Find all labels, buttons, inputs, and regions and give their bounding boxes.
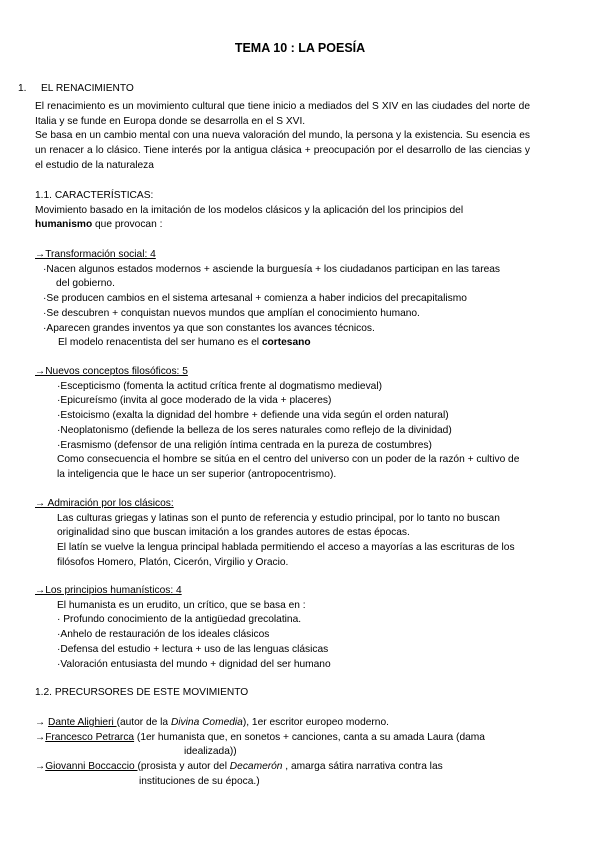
group-conceptos-filosoficos [35, 365, 535, 483]
petrarca-name: Francesco Petrarca [45, 731, 135, 743]
group-4-item: · Profundo conocimiento de la antigüedad grecolatina. [57, 614, 302, 626]
group-1-heading: →Transformación social: 4 [35, 249, 156, 260]
group-1-item: ·Nacen algunos estados modernos + asciende la burguesía + los ciudadanos participan en las tareas del gobierno. [43, 263, 501, 290]
boccaccio-post: , amarga sátira narrativa contra las [282, 761, 443, 773]
section-1-1 [35, 189, 535, 233]
group-4-item: ·Anhelo de restauración de los ideales clásicos [57, 629, 270, 641]
group-admiracion-clasicos [35, 497, 535, 571]
section-1-title: EL RENACIMIENTO [41, 83, 134, 94]
group-principios-humanisticos [35, 584, 535, 672]
group-2-item: ·Estoicismo (exalta la dignidad del hombre + defiende una vida según el orden natural) [57, 410, 449, 422]
dante-name: Dante Alighieri [48, 717, 117, 728]
dante-post: ), 1er escritor europeo moderno. [242, 717, 389, 728]
section-1-heading [18, 82, 578, 97]
cortesano-term: cortesano [261, 337, 311, 349]
group-3-paragraph-1: Las culturas griegas y latinas son el punto de referencia y estudio principal, por lo tanto no buscan originalidad sino que buscan imitación a los grandes autores de estas épocas. [57, 512, 500, 539]
group-2-item: ·Escepticismo (fomenta la actitud crítica frente al dogmatismo medieval) [57, 380, 382, 392]
humanismo-term: humanismo [35, 219, 93, 231]
group-2-heading: →Nuevos conceptos filosóficos: 5 [35, 366, 188, 377]
boccaccio-name: Giovanni Boccaccio [45, 761, 138, 773]
group-2-item: ·Erasmismo (defensor de una religión íntima centrada en la pureza de costumbres) [57, 439, 432, 451]
group-4-intro: El humanista es un erudito, un crítico, que se basa en : [57, 599, 306, 611]
boccaccio-pre: (prosista y autor del [137, 761, 230, 773]
arrow-icon: → [35, 761, 46, 773]
boccaccio-work: Decamerón [229, 761, 283, 773]
petrarca-line-2: idealizada)) [184, 746, 237, 758]
group-transformacion-social [35, 248, 535, 351]
group-3-paragraph-2: El latín se vuelve la lengua principal hablada permitiendo el acceso a mayorías a las escrituras de los filósofos Homero, Platón, Cicerón, Virgilio y Oracio. [57, 542, 515, 568]
precursores-list [35, 716, 535, 790]
section-1-2-heading: 1.2. PRECURSORES DE ESTE MOVIMIENTO [35, 687, 249, 698]
section-1-1-line-b-rest: que provocan : [92, 219, 163, 231]
intro-paragraph-2: Se basa en un cambio mental con una nueva valoración del mundo, la persona y la existencia. Su esencia es un renacer a lo clásico. Tiene interés por la antigua clásica + preocupación por el desarrollo de las ciencias y el estudio de la naturaleza [35, 130, 530, 171]
arrow-icon: → [35, 717, 49, 728]
intro-paragraph-1: El renacimiento es un movimiento cultural que tiene inicio a mediados del S XIV en las ciudades del norte de Italia y se funde en Europa donde se desarrolla en el S XVI. [35, 101, 530, 127]
page-title: TEMA 10 : LA POESÍA [234, 41, 366, 55]
group-1-item: ·Se descubren + conquistan nuevos mundos que amplían el conocimiento humano. [43, 307, 420, 319]
section-1-1-line-a: Movimiento basado en la imitación de los modelos clásicos y la aplicación del los principios del [35, 204, 464, 216]
section-1-1-heading: 1.1. CARACTERÍSTICAS: [35, 190, 154, 201]
group-1-item: ·Aparecen grandes inventos ya que son constantes los avances técnicos. [43, 322, 375, 334]
section-1-1-line-b [35, 218, 535, 233]
group-2-closing: Como consecuencia el hombre se sitúa en el centro del universo con un poder de la razón + cultivo de la inteligencia que le hace un ser superior (antropocentrismo). [57, 454, 520, 480]
group-1-closing-text: El modelo renacentista del ser humano es el [58, 337, 262, 349]
group-4-heading: →Los principios humanísticos: 4 [35, 585, 182, 596]
section-1-intro [35, 100, 530, 174]
group-4-item: ·Defensa del estudio + lectura + uso de las lenguas clásicas [57, 643, 329, 655]
group-4-item: ·Valoración entusiasta del mundo + dignidad del ser humano [57, 658, 331, 670]
dante-work: Divina Comedia [170, 717, 243, 728]
group-2-item: ·Neoplatonismo (defiende la belleza de los seres naturales como reflejo de la divinidad) [57, 424, 452, 436]
petrarca-line-1: (1er humanista que, en sonetos + canciones, canta a su amada Laura (dama [134, 731, 485, 743]
precursor-dante [35, 716, 535, 731]
section-1-number: 1. [18, 83, 27, 94]
arrow-icon: → [35, 731, 46, 743]
precursor-petrarca [35, 731, 535, 746]
group-1-item: ·Se producen cambios en el sistema artesanal + comienza a haber indicios del precapitalismo [43, 293, 467, 305]
boccaccio-line-2: instituciones de su época.) [139, 775, 260, 787]
dante-pre: (autor de la [116, 717, 171, 728]
precursor-boccaccio [35, 760, 535, 775]
group-3-heading: → Admiración por los clásicos: [35, 498, 174, 509]
group-1-closing [35, 336, 535, 351]
group-2-item: ·Epicureísmo (invita al goce moderado de la vida + placeres) [57, 395, 332, 407]
